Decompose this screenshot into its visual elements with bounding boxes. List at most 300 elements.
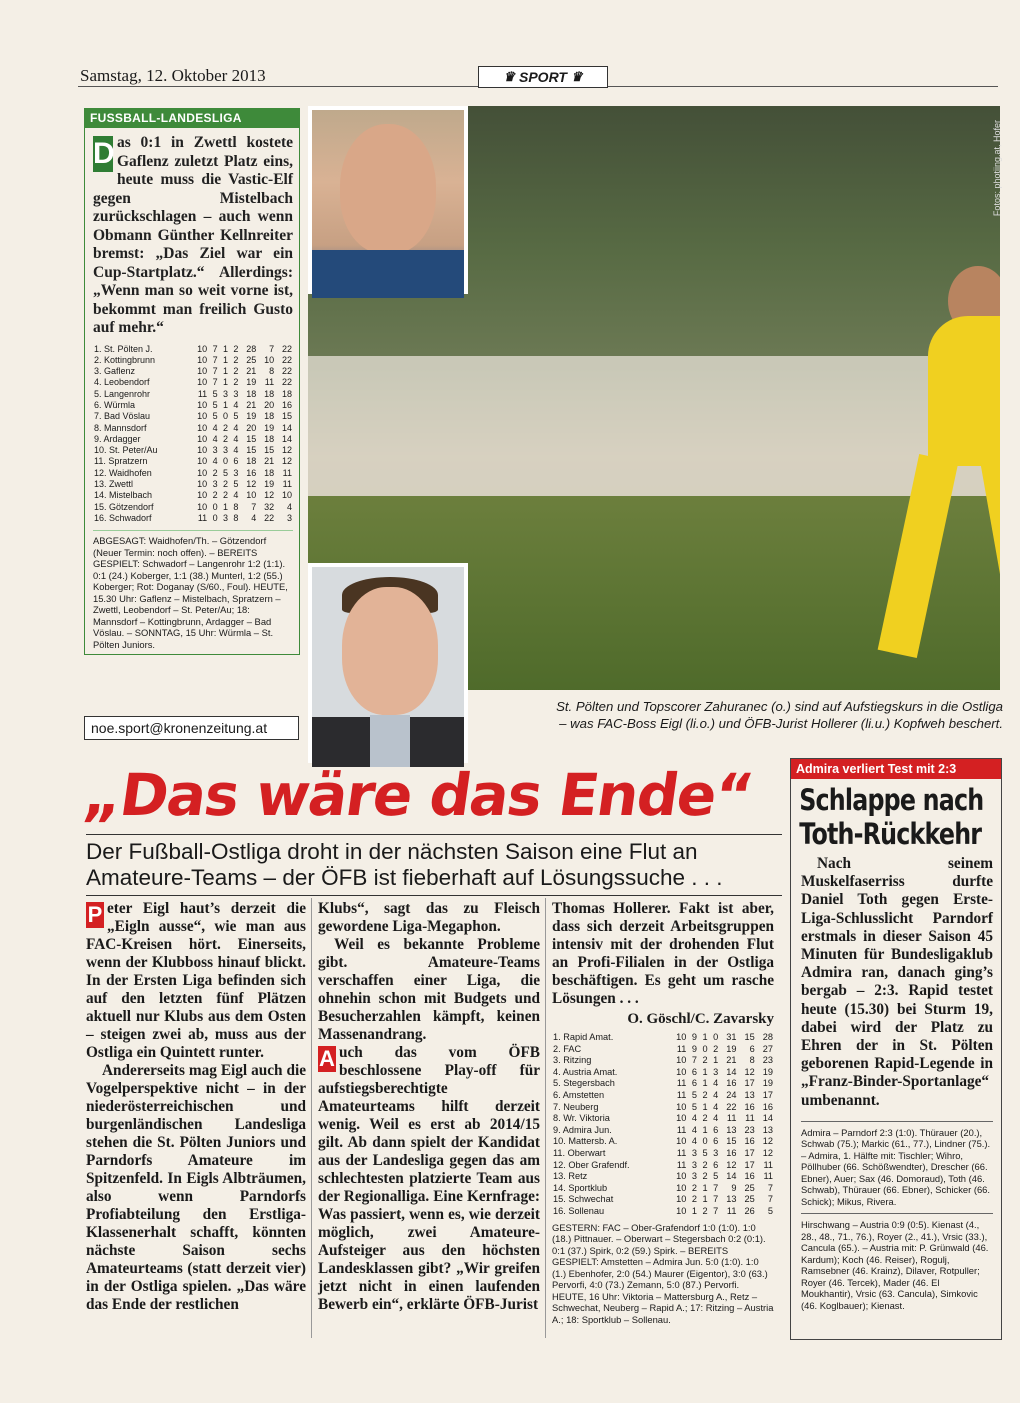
table-cell: 4 [691,1136,698,1147]
table-cell: 0 [212,512,218,523]
team-name: 9. Admira Jun. [553,1124,612,1135]
table-cell: 28 [246,343,257,354]
table-cell: 13 [762,1124,773,1135]
table-cell: 4 [713,1089,719,1100]
table-cell: 18 [264,433,275,444]
table-cell: 10 [197,490,208,501]
table-cell: 3 [691,1171,698,1182]
table-cell: 20 [246,422,257,433]
table-cell: 1 [702,1101,708,1112]
table-cell: 5 [212,399,218,410]
table-cell: 2 [222,479,228,490]
article-paragraph: Weil es bekannte Probleme gibt. Amateure-Teams verschaffen einer Liga, die ohnehin schon mit Budgets und Besucherzahlen kämpft, keinen Massenandrang. [318,936,540,1043]
table-row [552,1160,774,1172]
table-cell: 2 [702,1171,708,1182]
table-cell: 12 [264,490,275,501]
table-cell: 10 [197,445,208,456]
table-cell: 17 [744,1078,755,1089]
table-row [552,1171,774,1183]
table-cell: 6 [691,1078,698,1089]
team-name: 11. Spratzern [94,456,148,467]
table-cell: 2 [233,354,239,365]
table-cell: 28 [762,1032,773,1042]
table-cell: 6 [713,1159,719,1170]
table-cell: 3 [286,512,292,523]
table-cell: 2 [233,366,239,377]
table-cell: 10 [197,501,208,512]
table-cell: 18 [281,388,292,399]
table-cell: 10 [197,422,208,433]
table-cell: 3 [222,512,228,523]
table-cell: 5 [212,388,218,399]
divider [801,1213,993,1214]
table-cell: 18 [264,388,275,399]
table-cell: 8 [269,366,275,377]
table-cell: 2 [212,490,218,501]
table-row [552,1078,774,1090]
table-cell: 10 [676,1194,687,1205]
table-cell: 16 [726,1078,737,1089]
table-cell: 11 [676,1124,687,1135]
photo-credit: Fotos: photiing.at, Hofer [992,120,1002,217]
table-cell: 4 [212,456,218,467]
table-cell: 10 [197,456,208,467]
table-cell: 5 [233,479,239,490]
table-cell: 22 [281,377,292,388]
table-cell: 11 [676,1043,687,1054]
paragraph-text: eter Eigl haut’s derzeit die „Eigln ausse“, wie man aus FAC-Kreisen hört. Einerseits, wenn der Klubboss hinauf blickt. In der Ersten Liga befinden sich auf den letzten fünf Plätzen aktuell nur Klubs aus dem Osten – steigen zwei ab, muss aus der Ostliga ein Quintett runter. [86,900,306,1061]
table-cell: 4 [212,433,218,444]
section-label: SPORT [519,69,567,85]
table-row [552,1102,774,1114]
table-cell: 4 [713,1078,719,1089]
table-cell: 19 [264,479,275,490]
table-cell: 2 [713,1043,719,1054]
table-cell: 13 [726,1124,737,1135]
admira-paragraph: Nach seinem Muskelfaserriss durfte Daniel Toth gegen Erste-Liga-Schlusslicht Parndorf erstmals in dieser Saison 45 Minuten für Bundesligaklub Admira ran, danach ging’s bergab – 2:3. Rapid testet heute (15.30) bei Sturm 19, dabei wird der Platz zu Ehren der in St. Pölten geborenen Rapid-Legende in „Franz-Binder-Sportanlage“ umbenannt. [801,855,993,1109]
table-cell: 4 [713,1113,719,1124]
table-cell: 2 [702,1159,708,1170]
table-cell: 3 [691,1159,698,1170]
table-cell: 14 [281,422,292,433]
table-cell: 11 [745,1113,755,1124]
table-cell: 11 [264,377,275,388]
table-cell: 9 [731,1182,737,1193]
table-row [552,1055,774,1067]
admira-note: Admira – Parndorf 2:3 (1:0). Thürauer (20.), Schwab (75.); Markic (61., 77.), Lindner (75.). – Admira, 1. Hälfte mit: Tischler; Wihro, Pöllhuber (66. Schößwendter), Drescher (66. Ebner), Auer; Sax (46. Domoraud), Toth (46. Schwab), Thürauer (66. Ebner), Schicker (66. Schick); Mikus, Rivera. [801,1126,991,1207]
table-cell: 1 [222,501,228,512]
table-cell: 2 [222,422,228,433]
table-row [552,1032,774,1044]
divider [801,1121,993,1122]
table-cell: 10 [676,1205,687,1216]
table-cell: 9 [691,1043,698,1054]
table-cell: 10 [676,1101,687,1112]
table-cell: 2 [702,1089,708,1100]
table-cell: 1 [702,1182,708,1193]
table-cell: 1 [222,399,228,410]
team-name: 6. Amstetten [553,1089,605,1100]
landesliga-intro [93,134,293,338]
table-cell: 15 [281,411,292,422]
table-cell: 5 [702,1147,708,1158]
table-cell: 4 [713,1101,719,1112]
table-cell: 13 [726,1194,737,1205]
table-cell: 12 [726,1159,737,1170]
table-cell: 3 [222,388,228,399]
team-name: 1. St. Pölten J. [94,343,153,354]
article-headline: „Das wäre das Ende“ [79,761,757,829]
table-cell: 13 [744,1089,755,1100]
team-name: 10. St. Peter/Au [94,445,158,456]
table-row [552,1206,774,1218]
table-cell: 5 [767,1205,773,1216]
article-column-2 [318,900,540,1314]
table-cell: 24 [726,1089,737,1100]
team-name: 10. Mattersb. A. [553,1136,618,1147]
drop-cap: A [319,1046,335,1071]
table-cell: 12 [762,1147,773,1158]
table-cell: 15 [246,433,257,444]
table-cell: 4 [691,1124,698,1135]
table-cell: 12 [744,1066,755,1077]
table-cell: 12 [281,456,292,467]
table-cell: 22 [726,1101,737,1112]
table-cell: 12 [762,1136,773,1147]
table-cell: 4 [233,490,239,501]
team-name: 3. Ritzing [553,1055,592,1066]
table-cell: 4 [691,1113,698,1124]
admira-kicker: Admira verliert Test mit 2:3 [791,759,1001,779]
table-cell: 3 [222,445,228,456]
table-cell: 2 [702,1055,708,1066]
table-cell: 11 [676,1147,687,1158]
team-name: 15. Schwechat [553,1194,614,1205]
table-cell: 14 [726,1066,737,1077]
table-cell: 7 [713,1205,719,1216]
table-cell: 22 [281,343,292,354]
table-cell: 19 [762,1078,773,1089]
landesliga-intro-text: as 0:1 in Zwettl kostete Gaflenz zuletzt Platz eins, heute muss die Vastic-Elf gegen Mistelbach zurückschlagen – auch wenn Obmann Günther Kellnreiter bremst: „Das Ziel war ein Cup-Startplatz.“ Allerdings: „Wenn man so weit vorne ist, bekommt man freilich Gusto auf mehr.“ [93,134,293,336]
table-row [93,513,293,524]
admira-note: Hirschwang – Austria 0:9 (0:5). Kienast (4., 28., 48., 71., 76.), Royer (2., 41.), Vrsic (33.), Cancula (65.). – Austria mit: P. Grünwald (46. Kardum); Koch (46. Reiser), Rogulj, Ramsebner (46. Krainz), Dilaver, Rotpuller; Royer (46. Tercek), Mader (46. El Moukhantir), Vrsic (63. Cancula), Simkovic (46. Koglbauer); Kienast. [801,1219,989,1311]
table-cell: 1 [691,1205,698,1216]
table-cell: 19 [264,422,275,433]
table-cell: 8 [233,512,239,523]
table-cell: 7 [212,343,218,354]
table-cell: 6 [713,1124,719,1135]
table-row [93,445,293,456]
table-cell: 3 [713,1066,719,1077]
table-cell: 17 [762,1089,773,1100]
ostliga-notes: GESTERN: FAC – Ober-Grafendorf 1:0 (1:0). 1:0 (18.) Pittnauer. – Oberwart – Stegersbach 0:2 (0:1). 0:1 (37.) Spirk, 0:2 (59.) Spirk. – BEREITS GESPIELT: Amstetten – Admira Jun. 5:0 (1:0). 1:0 (1.) Ebenhofer, 2:0 (54.) Maurer (Eigentor), 3:0 (63.) Pervorfi, 4:0 (73.) Zemann, 5:0 (87.) Pervorfi. HEUTE, 16 Uhr: Viktoria – Mattersburg A., Retz – Schwechat, Neuberg – Rapid A.; 17: Ritzing – Austria A.; 18: Sportklub – Sollenau. [552,1221,774,1325]
table-row [552,1044,774,1056]
table-cell: 2 [691,1194,698,1205]
table-cell: 11 [282,479,292,490]
admira-notes [791,1110,1001,1312]
table-cell: 2 [702,1205,708,1216]
table-cell: 5 [691,1089,698,1100]
table-cell: 17 [744,1159,755,1170]
portrait-face [340,124,436,254]
table-cell: 8 [749,1055,755,1066]
table-cell: 14 [762,1113,773,1124]
portrait-hollerer [308,563,468,763]
table-cell: 8 [233,501,239,512]
table-cell: 10 [197,366,208,377]
table-row [93,389,293,400]
landesliga-box [84,108,300,708]
photo-background-fence [308,356,1000,496]
team-name: 14. Sportklub [553,1182,608,1193]
team-name: 7. Bad Vöslau [94,411,151,422]
table-cell: 23 [744,1124,755,1135]
table-cell: 19 [726,1043,737,1054]
table-cell: 2 [691,1182,698,1193]
table-cell: 2 [233,343,239,354]
team-name: 5. Stegersbach [553,1078,615,1089]
team-name: 12. Ober Grafendf. [553,1159,630,1170]
player-yellow [928,316,1000,466]
table-cell: 10 [676,1136,687,1147]
table-cell: 11 [676,1159,687,1170]
table-cell: 0 [222,456,228,467]
table-cell: 4 [233,433,239,444]
table-cell: 16 [762,1101,773,1112]
table-cell: 10 [197,467,208,478]
table-cell: 10 [197,399,208,410]
table-row [93,411,293,422]
table-cell: 5 [233,411,239,422]
table-cell: 18 [246,388,257,399]
article-paragraph [318,1044,540,1314]
table-cell: 10 [197,433,208,444]
table-cell: 5 [222,467,228,478]
landesliga-table [93,344,293,525]
ostliga-table [552,1032,774,1218]
table-cell: 1 [222,354,228,365]
team-name: 14. Mistelbach [94,490,153,501]
table-cell: 10 [264,354,275,365]
table-cell: 3 [212,479,218,490]
table-cell: 5 [713,1171,719,1182]
drop-cap: D [93,137,115,170]
table-row [93,423,293,434]
table-cell: 16 [246,467,257,478]
table-cell: 14 [281,433,292,444]
team-name: 16. Sollenau [553,1205,605,1216]
table-cell: 7 [269,343,275,354]
table-cell: 5 [691,1101,698,1112]
crown-icon: ♛ [503,69,515,84]
table-cell: 12 [281,445,292,456]
table-cell: 16 [744,1136,755,1147]
table-cell: 11 [763,1171,773,1182]
section-badge [478,66,608,88]
table-cell: 4 [251,512,257,523]
byline: O. Göschl/C. Zavarsky [627,1011,774,1027]
table-cell: 3 [212,445,218,456]
table-row [93,434,293,445]
table-cell: 21 [726,1055,737,1066]
table-cell: 10 [197,377,208,388]
crown-icon: ♛ [570,69,583,84]
table-cell: 10 [197,343,208,354]
table-cell: 10 [197,354,208,365]
table-row [93,456,293,467]
table-row [93,366,293,377]
table-cell: 22 [264,512,275,523]
table-cell: 2 [233,377,239,388]
table-cell: 3 [691,1147,698,1158]
team-name: 4. Austria Amat. [553,1066,618,1077]
table-row [93,400,293,411]
table-cell: 12 [246,479,257,490]
table-cell: 7 [251,501,257,512]
table-cell: 0 [222,411,228,422]
table-row [93,468,293,479]
article-paragraph: Andererseits mag Eigl auch die Vogelperspektive nicht – in der niederösterreichischen und burgenländischen Landesliga stehen die St. Pölten Juniors und Parndorfs Amateure im Spitzenfeld. In Eigls Albträumen, also wenn Parndorfs Profiabteilung den Erstliga-Klassenerhalt schafft, könnten nächste Saison sechs Amateurteams (statt derzeit vier) in der Ostliga spielen. „Das wäre das Ende der restlichen [86,1062,306,1313]
table-row [93,344,293,355]
table-cell: 1 [222,377,228,388]
team-name: 9. Ardagger [94,433,141,444]
table-cell: 4 [233,422,239,433]
table-row [93,502,293,513]
table-cell: 6 [691,1066,698,1077]
table-cell: 2 [222,490,228,501]
table-cell: 10 [197,411,208,422]
table-cell: 4 [286,501,292,512]
table-cell: 15 [264,445,275,456]
table-cell: 16 [281,399,292,410]
caption-line: – was FAC-Boss Eigl (li.o.) und ÖFB-Jurist Hollerer (li.u.) Kopfweh beschert. [559,716,1003,731]
table-cell: 31 [726,1032,737,1042]
table-cell: 0 [713,1032,719,1042]
table-cell: 16 [726,1147,737,1158]
table-cell: 25 [246,354,257,365]
team-name: 15. Götzendorf [94,501,154,512]
table-cell: 18 [264,467,275,478]
landesliga-body [84,128,300,655]
table-cell: 10 [676,1066,687,1077]
column-divider [311,898,312,1338]
column-divider [545,898,546,1338]
table-cell: 1 [702,1032,708,1042]
email-link[interactable]: noe.sport@kronenzeitung.at [84,716,299,740]
deck-line: Der Fußball-Ostliga droht in der nächsten Saison eine Flut an [86,839,698,864]
team-name: 3. Gaflenz [94,366,136,377]
admira-body [791,851,1001,1110]
table-cell: 18 [246,456,257,467]
table-cell: 10 [676,1055,687,1066]
landesliga-notes: ABGESAGT: Waidhofen/Th. – Götzendorf (Neuer Termin: noch offen). – BEREITS GESPIELT: Schwadorf – Langenrohr 1:2 (1:1). 0:1 (24.) Koberger, 1:1 (38.) Munterl, 1:2 (55.) Koberger; Rot: Doganay (S/60., Foul). HEUTE, 15.30 Uhr: Gaflenz – Mistelbach, Spratzern – Zwettl, Leobendorf – St. Peter/Au; 18: Mannsdorf – Kottingbrunn, Ardagger – Bad Vöslau. – SONNTAG, 15 Uhr: Würmla – St. Pölten Juniors. [93,530,293,650]
table-cell: 14 [726,1171,737,1182]
team-name: 2. FAC [553,1043,582,1054]
table-cell: 4 [212,422,218,433]
table-cell: 18 [264,411,275,422]
table-cell: 7 [212,377,218,388]
table-cell: 3 [233,388,239,399]
deck-line: Amateure-Teams – der ÖFB ist fieberhaft auf Lösungssuche . . . [86,865,723,890]
team-name: 1. Rapid Amat. [553,1032,614,1042]
table-cell: 3 [713,1147,719,1158]
table-cell: 15 [726,1136,737,1147]
portrait-eigl [308,106,468,294]
table-cell: 9 [691,1032,698,1042]
table-cell: 11 [197,388,208,399]
table-cell: 0 [702,1043,708,1054]
team-name: 7. Neuberg [553,1101,599,1112]
table-cell: 4 [233,445,239,456]
team-name: 11. Oberwart [553,1147,606,1158]
table-row [552,1148,774,1160]
table-cell: 10 [281,490,292,501]
table-cell: 27 [762,1043,773,1054]
table-cell: 15 [246,445,257,456]
portrait-face [342,587,438,715]
table-row [552,1136,774,1148]
table-cell: 6 [749,1043,755,1054]
photo-caption [478,698,1003,732]
caption-line: St. Pölten und Topscorer Zahuranec (o.) sind auf Aufstiegskurs in die Ostliga [556,699,1003,714]
table-cell: 10 [676,1032,687,1042]
table-cell: 19 [762,1066,773,1077]
table-cell: 4 [233,399,239,410]
table-cell: 1 [702,1124,708,1135]
table-cell: 1 [713,1055,719,1066]
table-cell: 11 [726,1113,737,1124]
table-cell: 0 [212,501,218,512]
table-row [552,1113,774,1125]
table-cell: 11 [282,467,292,478]
drop-cap: P [87,902,103,927]
table-cell: 2 [222,433,228,444]
admira-box [790,758,1002,1340]
table-cell: 19 [246,411,257,422]
table-cell: 3 [233,467,239,478]
table-row [93,490,293,501]
table-row [552,1090,774,1102]
table-row [552,1125,774,1137]
article-paragraph: Klubs“, sagt das zu Fleisch gewordene Liga-Megaphon. [318,900,540,935]
table-cell: 7 [212,354,218,365]
table-row [93,355,293,366]
table-cell: 1 [702,1078,708,1089]
table-row [552,1194,774,1206]
table-cell: 2 [702,1113,708,1124]
team-name: 13. Zwettl [94,479,134,490]
team-name: 4. Leobendorf [94,377,150,388]
table-row [93,479,293,490]
table-cell: 7 [767,1194,773,1205]
table-cell: 1 [222,343,228,354]
table-cell: 1 [702,1194,708,1205]
table-cell: 32 [264,501,275,512]
team-name: 13. Retz [553,1171,588,1182]
table-cell: 11 [676,1078,687,1089]
table-cell: 22 [281,366,292,377]
table-cell: 7 [767,1182,773,1193]
table-cell: 10 [246,490,257,501]
team-name: 6. Würmla [94,399,136,410]
table-cell: 10 [676,1171,687,1182]
table-cell: 21 [246,366,257,377]
table-row [93,377,293,388]
team-name: 16. Schwadorf [94,512,152,523]
portrait-shirt [312,250,464,298]
table-cell: 17 [744,1147,755,1158]
table-row [552,1183,774,1195]
